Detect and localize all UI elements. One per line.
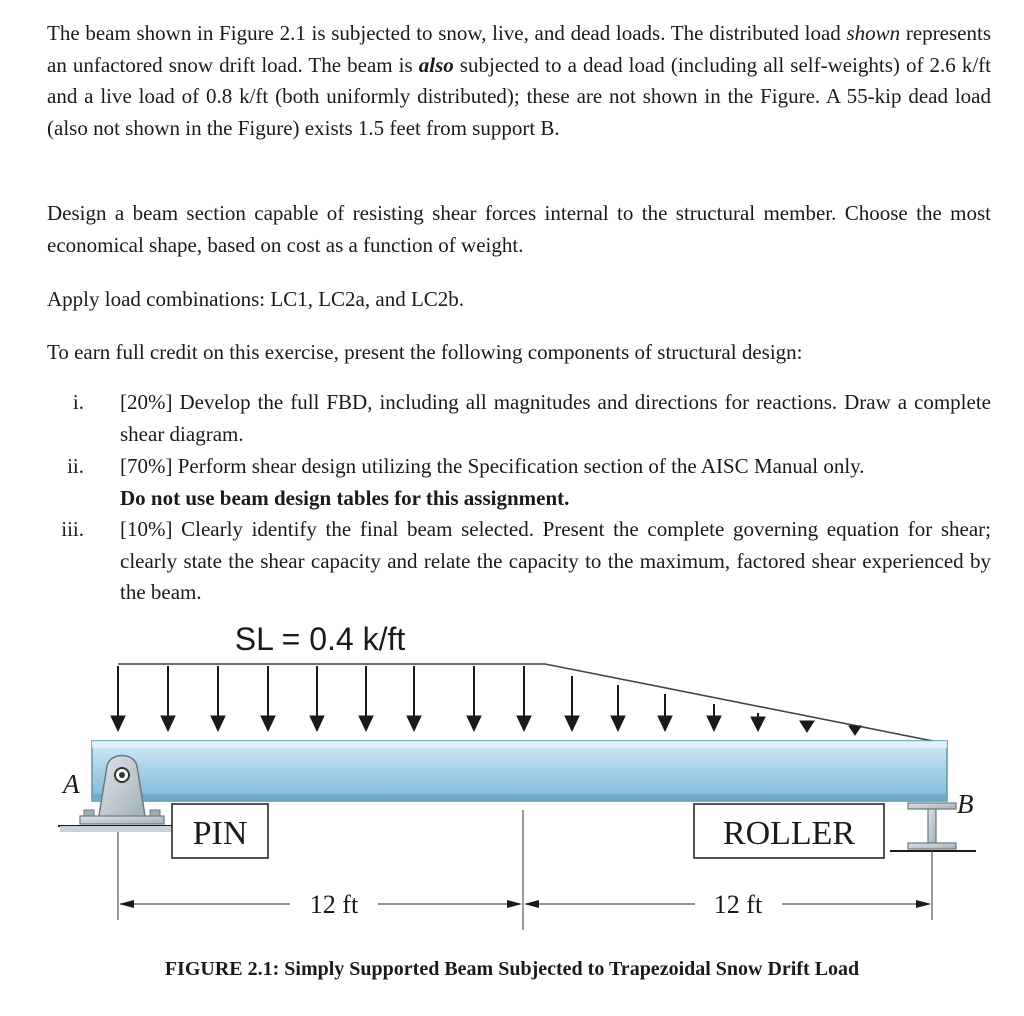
figure-caption: FIGURE 2.1: Simply Supported Beam Subjected to Trapezoidal Snow Drift Load <box>164 958 860 980</box>
load-arrow <box>111 666 125 731</box>
p1-text-3: subjected to a dead load (including all self-weights) of 2.6 k/ft and a live load of 0.8 k/ft (both uniformly distributed); these are not shown in the Figure. A 55-kip dead load (also not shown in the Figure) exists 1.5 feet from support B. <box>47 52 991 140</box>
item-2 <box>120 451 991 514</box>
item-3-number: iii. <box>61 517 84 541</box>
load-arrow <box>849 726 861 735</box>
load-profile-line <box>118 664 933 741</box>
load-arrow <box>161 666 175 731</box>
load-arrow <box>611 685 625 731</box>
problem-paragraph-3: Apply load combinations: LC1, LC2a, and LC2b. <box>47 287 465 311</box>
problem-paragraph-4: To earn full credit on this exercise, present the following components of structural design: <box>47 340 803 364</box>
load-arrow <box>310 666 324 731</box>
load-arrow <box>800 721 814 732</box>
item-2-text: [70%] Perform shear design utilizing the Specification section of the AISC Manual only. <box>120 454 865 478</box>
p1-text-2: represents an unfactored snow drift load. The beam is <box>47 21 991 77</box>
label-a: A <box>63 769 80 799</box>
beam-figure <box>0 600 1024 960</box>
load-arrow <box>751 713 765 731</box>
load-arrow <box>565 676 579 731</box>
roller-label: ROLLER <box>722 815 856 852</box>
beam-bottom-flange <box>92 794 947 801</box>
beam-top-flange <box>92 741 947 748</box>
p1-text-1: The beam shown in Figure 2.1 is subjected to snow, live, and dead loads. The distributed load <box>47 21 847 45</box>
label-b: B <box>957 789 974 819</box>
pin-label: PIN <box>192 815 248 852</box>
load-arrow <box>407 666 421 731</box>
load-arrow <box>211 666 225 731</box>
snow-load-label: SL = 0.4 k/ft <box>234 621 406 657</box>
item-1-number: i. <box>72 390 84 414</box>
beam <box>92 741 947 801</box>
item-2-number: ii. <box>67 454 84 478</box>
load-arrow <box>517 666 531 731</box>
dimension-left-label: 12 ft <box>309 890 359 919</box>
p1-italic-shown: shown <box>846 21 901 45</box>
load-arrows <box>111 666 861 735</box>
item-1-text: [20%] Develop the full FBD, including all magnitudes and directions for reactions. Draw a complete shear diagram. <box>120 390 991 446</box>
load-arrow <box>467 666 481 731</box>
problem-paragraph-2: Design a beam section capable of resisting shear forces internal to the structural member. Choose the most economical shape, based on cost as a function of weight. <box>47 201 991 257</box>
item-3-text: [10%] Clearly identify the final beam selected. Present the complete governing equation for shear; clearly state the shear capacity and relate the capacity to the maximum, factored shear experienced by the beam. <box>120 517 991 604</box>
p1-bold-italic-also: also <box>418 52 454 77</box>
dimension-right-label: 12 ft <box>713 890 763 919</box>
load-arrow <box>261 666 275 731</box>
load-arrow <box>707 704 721 731</box>
load-arrow <box>359 666 373 731</box>
load-arrow <box>658 694 672 731</box>
problem-paragraph-1 <box>47 18 991 144</box>
item-2-bold-note: Do not use beam design tables for this assignment. <box>120 485 570 510</box>
